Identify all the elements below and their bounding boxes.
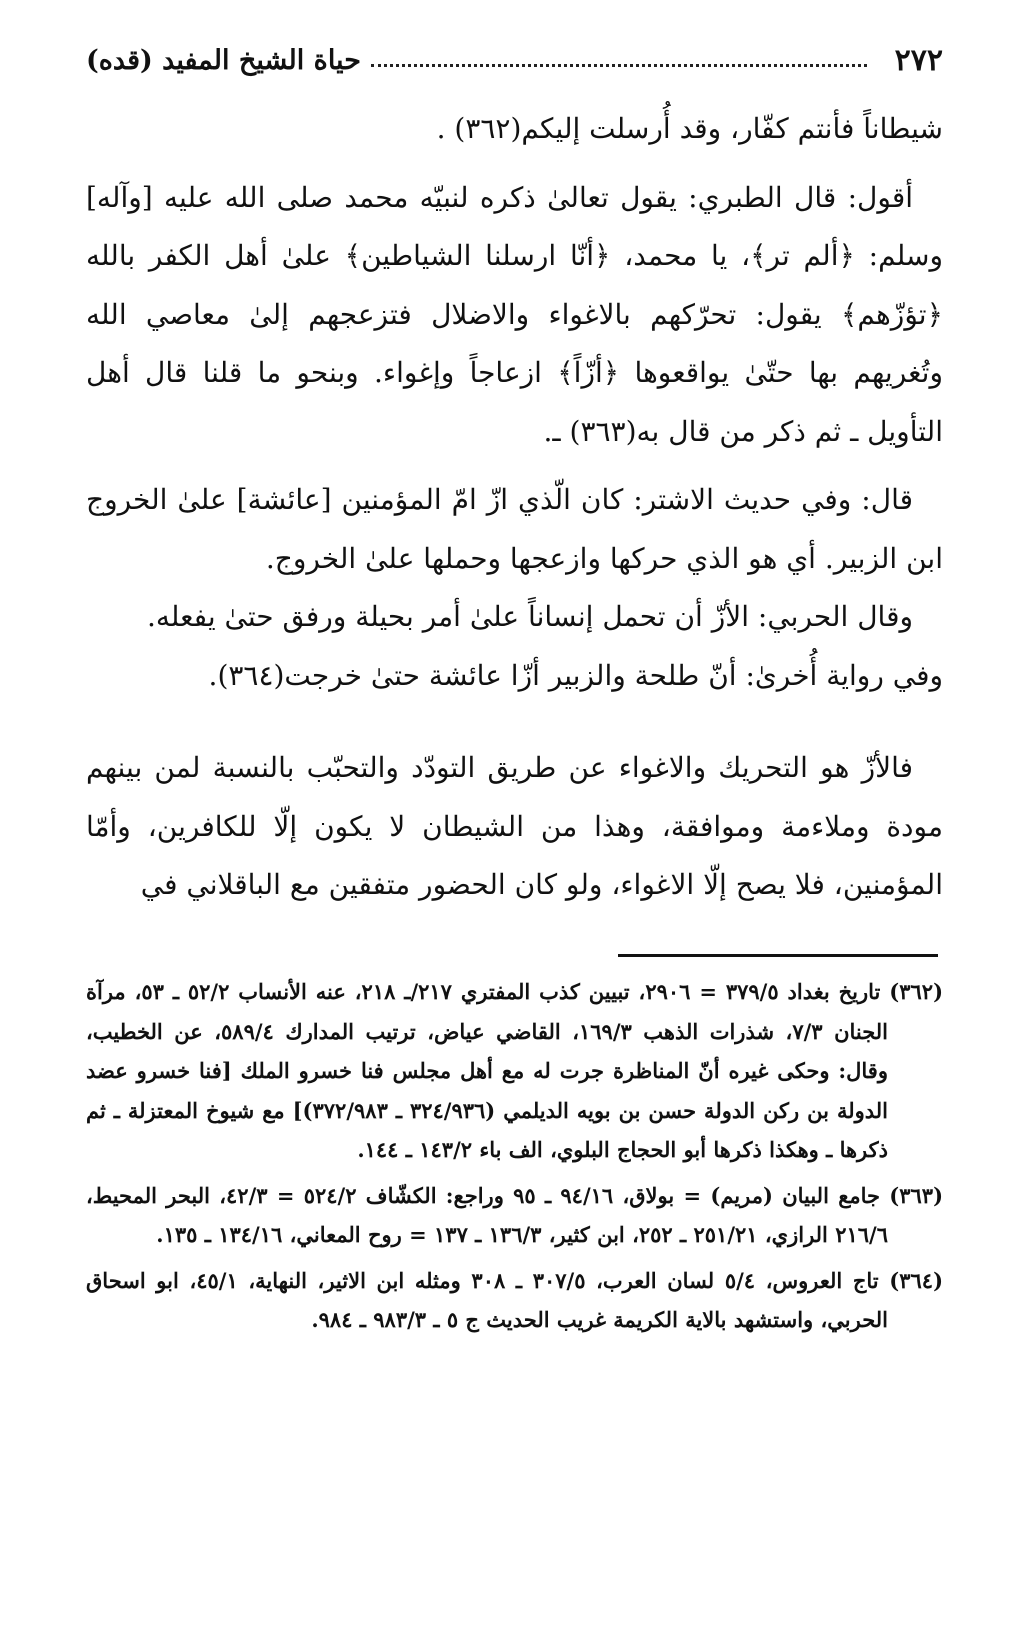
running-title: حياة الشيخ المفيد (قده) <box>86 44 361 76</box>
footnote: (٣٦٣) جامع البيان (مريم) = بولاق، ٩٤/١٦ ـ ٩٥ وراجع: الكشّاف ٥٢٤/٢ = ٤٢/٣، البحر المحيط، ٢١٦/٦ الرازي، ٢٥١/٢١ ـ ٢٥٢، ابن كثير، ١٣٦/٣ ـ ١٣٧ = روح المعاني، ١٣٤/١٦ ـ ١٣٥. <box>86 1182 944 1247</box>
body-paragraph: وقال الحربي: الأزّ أن تحمل إنساناً علىٰ أمر بحيلة ورفق حتىٰ يفعله. <box>146 600 913 633</box>
body-paragraph: قال: وفي حديث الاشتر: كان الّذي ازّ امّ المؤمنين [عائشة] علىٰ الخروج ابن الزبير. أي هو الذي حركها وازعجها وحملها علىٰ الخروج. <box>86 483 943 575</box>
body-paragraph: أقول: قال الطبري: يقول تعالىٰ ذكره لنبيّه محمد صلى الله عليه [وآله] وسلم: ﴿ألم تر﴾، يا محمد، ﴿أنّا ارسلنا الشياطين﴾ علىٰ أهل الكفر بالله ﴿تؤزّهم﴾ يقول: تحرّكهم بالاغواء والاضلال فتزعجهم إلىٰ معاصي الله وتُغريهم بها حتّىٰ يواقعوها ﴿أزّاً﴾ ازعاجاً وإغواء. وبنحو ما قلنا قال أهل التأويل ـ ثم ذكر من قال به(٣٦٣) ـ. <box>86 180 943 448</box>
body-paragraph: وفي رواية أُخرىٰ: أنّ طلحة والزبير أزّا عائشة حتىٰ خرجت(٣٦٤). <box>208 658 943 692</box>
body-paragraph: فالأزّ هو التحريك والاغواء عن طريق التودّد والتحبّب بالنسبة لمن بينهم مودة وملاءمة وموافقة، وهذا من الشيطان لا يكون إلّا للكافرين، وأمّا المؤمنين، فلا يصح إلّا الاغواء، ولو كان الحضور متفقين مع الباقلاني في <box>86 751 943 901</box>
header-dot-leader <box>371 64 867 67</box>
main-text <box>86 100 943 915</box>
footnote-separator <box>618 954 938 957</box>
page-number: ٢٧٢ <box>894 42 943 78</box>
footnote: (٣٦٤) تاج العروس، ٥/٤ لسان العرب، ٣٠٧/٥ ـ ٣٠٨ ومثله ابن الاثير، النهاية، ٤٥/١، ابو اسحاق الحربي، واستشهد بالاية الكريمة غريب الحديث ج ٥ ـ ٩٨٣/٣ ـ ٩٨٤. <box>86 1267 943 1332</box>
footnote: (٣٦٢) تاريخ بغداد ٣٧٩/٥ = ٢٩٠٦، تبيين كذب المفتري ٢١٧/ـ ٢١٨، عنه الأنساب ٥٢/٢ ـ ٥٣، مرآة الجنان ٧/٣، شذرات الذهب ١٦٩/٣، القاضي عياض، ترتيب المدارك ٥٨٩/٤، عن الخطيب، وقال: وحكى غيره أنّ المناظرة جرت له مع أهل مجلس فنا خسرو الملك [فنا خسرو عضد الدولة بن ركن الدولة حسن بن بويه الديلمي (٣٢٤/٩٣٦ ـ ٣٧٢/٩٨٣)] مع شيوخ المعتزلة ـ ثم ذكرها ـ وهكذا ذكرها أبو الحجاج البلوي، الف باء ١٤٣/٢ ـ ١٤٤. <box>86 979 943 1162</box>
footnotes-section <box>86 972 943 1346</box>
body-paragraph: شيطاناً فأنتم كفّار، وقد أُرسلت إليكم(٣٦٢) . <box>436 112 943 145</box>
page-header <box>86 40 943 80</box>
